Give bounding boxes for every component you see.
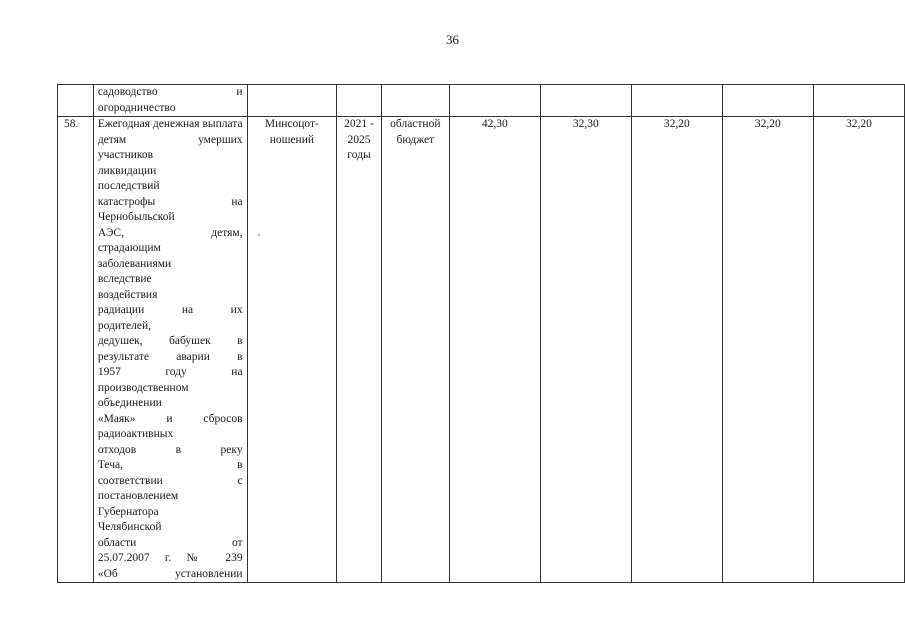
description-line: объединении [97,397,162,409]
cell-period [337,85,382,117]
description-line: воздействия [97,288,158,301]
description-line: радиации на их [97,304,243,316]
description-line: Чернобыльской [97,211,175,223]
description-line: «Маяк» и сбросов [97,412,243,425]
table-row-58 [58,117,905,583]
description-line: вследствие [97,273,152,285]
cell-description [93,85,247,117]
cell-value [449,85,540,117]
description-line: заболеваниями [97,257,172,270]
period-line: 2025 [347,133,371,146]
cell-value: 32,30 [540,117,631,583]
source-line: областной [390,118,441,130]
description-line: постановлением [97,490,179,502]
description-line: огородничество [97,101,176,114]
cell-source [381,85,449,117]
description-line: 25.07.2007 г. № 239 [97,552,243,564]
description-line: страдающим [97,242,161,254]
description-line: Челябинской [97,521,162,533]
description-line: радиоактивных [97,428,174,440]
description-line: Ежегодная денежная выплата [97,118,243,130]
description-line: результате аварии в [97,350,243,363]
cell-value: 42,30 [449,117,540,583]
page-number: 36 [446,32,459,47]
description-line: участников [97,149,154,161]
description-line: «Об установлении [97,567,243,580]
executor-line: ношений [269,133,315,146]
cell-value: 32,20 [631,117,722,583]
cell-value: 32,20 [722,117,813,583]
cell-value: 32,20 [813,117,904,583]
budget-table [57,84,905,583]
description-line: отходов в реку [97,443,243,456]
period-line: 2021 - [344,118,374,130]
period-line: годы [347,149,371,161]
cell-source [381,117,449,583]
cell-value [631,85,722,117]
description-line: последствий [97,180,160,192]
cell-num: 58. [58,117,94,583]
table-row-continuation [58,85,905,117]
description-line: Губернатора [97,505,159,518]
cell-num [58,85,94,117]
source-line: бюджет [396,133,435,146]
description-line: родителей, [97,319,151,332]
description-line: Теча, в [97,459,243,471]
cell-period [337,117,382,583]
scan-speck [258,234,260,236]
description-line: производственном [97,381,189,394]
description-line: АЭС, детям, [97,226,243,239]
executor-line: Минсоцот- [264,118,319,130]
cell-executor [247,117,337,583]
description-line: катастрофы на [97,195,243,208]
description-line: соответствии с [97,474,243,487]
description-line: области от [97,536,243,549]
description-line: садоводство и [97,86,243,98]
description-line: 1957 году на [97,366,243,378]
cell-description [93,117,247,583]
cell-value [722,85,813,117]
description-line: детям умерших [97,133,243,146]
cell-value [813,85,904,117]
description-line: дедушек, бабушек в [97,335,243,347]
cell-value [540,85,631,117]
description-line: ликвидации [97,164,157,177]
cell-executor [247,85,337,117]
